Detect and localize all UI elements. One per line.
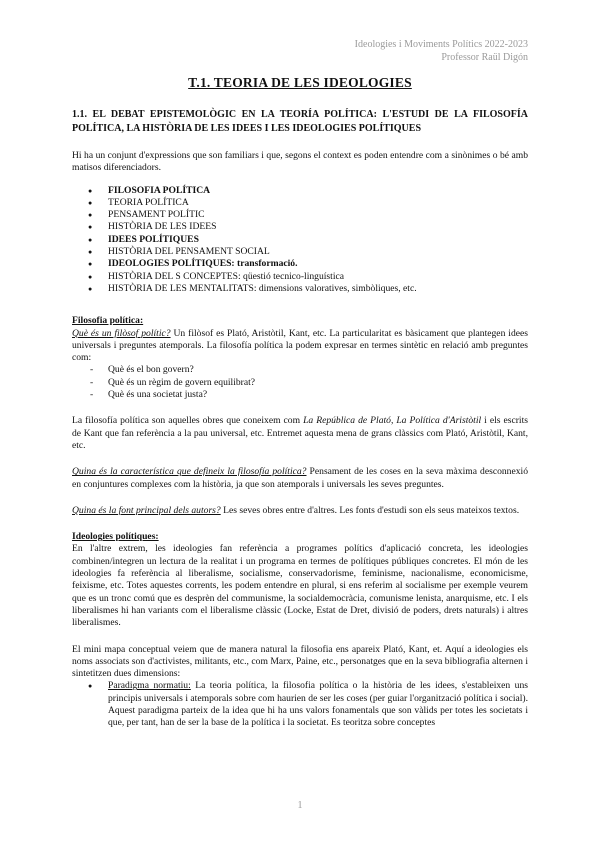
- question-text: Quina és la font principal dels autors?: [72, 504, 221, 516]
- paradigm-text: La teoria política, la filosofia política o la història de les idees, s'estableixen uns principis universals i atemporals sobre com haurien de ser les coses (per guiar l'organització política i social). Aquest paradigma parteix de la idea que hi ha uns valors fonamentals que son vàlids per totes les societats i que, per tant, han de ser la base de la política i la societat. Es teoritza sobre conceptes: [108, 680, 528, 729]
- ideologies-paragraph-2: El mini mapa conceptual veiem que de manera natural la filosofia ens apareix Plató, Kant, et. Aquí a ideologies els noms associats son d'activistes, militants, etc., com Marx, Paine, etc., personatges que en la seva bibliografia alternen i sintetitzen dues dimensions:: [72, 643, 528, 680]
- subheading-filosofia: Filosofia política:: [72, 315, 144, 327]
- list-item: - Què és el bon govern?: [108, 364, 528, 376]
- list-item: - Què és una societat justa?: [108, 389, 528, 401]
- answer-text: Pensament de les coses en la seva màxima desconnexió en conjuntures complexes com la història, ja que son atemporals i universals les seves preguntes.: [72, 466, 529, 490]
- page-number: 1: [297, 800, 303, 811]
- filosofia-paragraph-2: [72, 415, 528, 452]
- question-text: Quina és la característica que defineix la filosofía política?: [72, 466, 307, 478]
- filosofia-paragraph-1: [72, 328, 528, 365]
- questions-list: [72, 364, 528, 401]
- list-item: ● IDEOLOGIES POLÍTIQUES: transformació.: [108, 258, 528, 270]
- dimensions-list: [72, 680, 528, 729]
- list-item: ● PENSAMENT POLÍTIC: [108, 209, 528, 221]
- filosofia-paragraph-3: [72, 466, 528, 491]
- list-item: ● HISTÒRIA DEL PENSAMENT SOCIAL: [108, 246, 528, 258]
- professor-name: Professor Raül Digón: [441, 52, 528, 63]
- answer-text: Les seves obres entre d'altres. Les fonts d'estudi son els seus mateixos textos.: [220, 504, 520, 516]
- list-item: ● HISTÒRIA DE LES MENTALITATS: dimensions valoratives, simbòliques, etc.: [108, 283, 528, 295]
- page-header: [355, 38, 528, 64]
- list-item: ● HISTÒRIA DEL S CONCEPTES: qüestió tecnico-linguística: [108, 271, 528, 283]
- body-text: i els escrits de Kant que fan referència a la pau universal, etc. Entremet aquesta mena de grans clàssics com Plató, Aristòtil, Kant, etc.: [72, 415, 528, 451]
- list-item: - Què és un règim de govern equilibrat?: [108, 377, 528, 389]
- document-title: T.1. TEORIA DE LES IDEOLOGIES: [188, 75, 412, 90]
- list-item: ● TEORIA POLÍTICA: [108, 197, 528, 209]
- list-item: ● IDEES POLÍTIQUES: [108, 234, 528, 246]
- concepts-list: [72, 185, 528, 296]
- list-item: [108, 680, 528, 729]
- question-text: Què és un filòsof polític?: [72, 327, 171, 339]
- answer-text: Un filòsof es Plató, Aristòtil, Kant, etc. La particularitat es bàsicament que plantegen idees universals i preguntes atemporals. La filosofía política la podem expresar en termes sintètic en relació amb preguntes com:: [72, 327, 528, 364]
- italic-works: La República de Plató, La Política d'Aristòtil: [303, 415, 482, 427]
- filosofia-paragraph-4: [72, 505, 528, 517]
- list-item: ● HISTÒRIA DE LES IDEES: [108, 221, 528, 233]
- intro-paragraph: Hi ha un conjunt d'expressions que son familiars i que, segons el context es poden entendre com a sinònimes o bé amb matisos diferenciadors.: [72, 150, 528, 174]
- body-text: La filosofía política son aquelles obres que coneixem com: [72, 415, 304, 427]
- ideologies-paragraph-1: En l'altre extrem, les ideologies fan referència a programes polítics d'aplicació concreta, les ideologies combinen/integren un lectura de la realitat i un programa en termes de polítiques públiques concretes. El món de les ideologies fa referència al liberalisme, socialisme, conservadorisme, feminisme, nacionalisme, economicisme, feixisme, etc. Totes aquestes corrents, les podem entendre en plural, si ens referim al socialisme per exemple veurem que es un tronc comú que es desprèn del communisme, la socialdemocràcia, comunisme lenista, anarquisme, etc. I els liberalismes hi han variants com el liberalisme clàssic (Locke, Estat de Dret, divisió de poders, drets naturals) i altres liberalismes.: [72, 543, 528, 629]
- subheading-ideologies: Ideologies polítiques:: [72, 531, 159, 543]
- section-heading: 1.1. EL DEBAT EPISTEMOLÒGIC EN LA TEORÍA POLÍTICA: L'ESTUDI DE LA FILOSOFÍA POLÍTICA, LA HISTÒRIA DE LES IDEES I LES IDEOLOGIES POLÍTIQUES: [72, 109, 528, 134]
- document-body: [72, 108, 528, 730]
- list-item: ● FILOSOFIA POLÍTICA: [108, 185, 528, 197]
- paradigm-label: Paradigma normatiu:: [108, 680, 191, 692]
- course-title: Ideologies i Moviments Polítics 2022-2023: [354, 39, 528, 50]
